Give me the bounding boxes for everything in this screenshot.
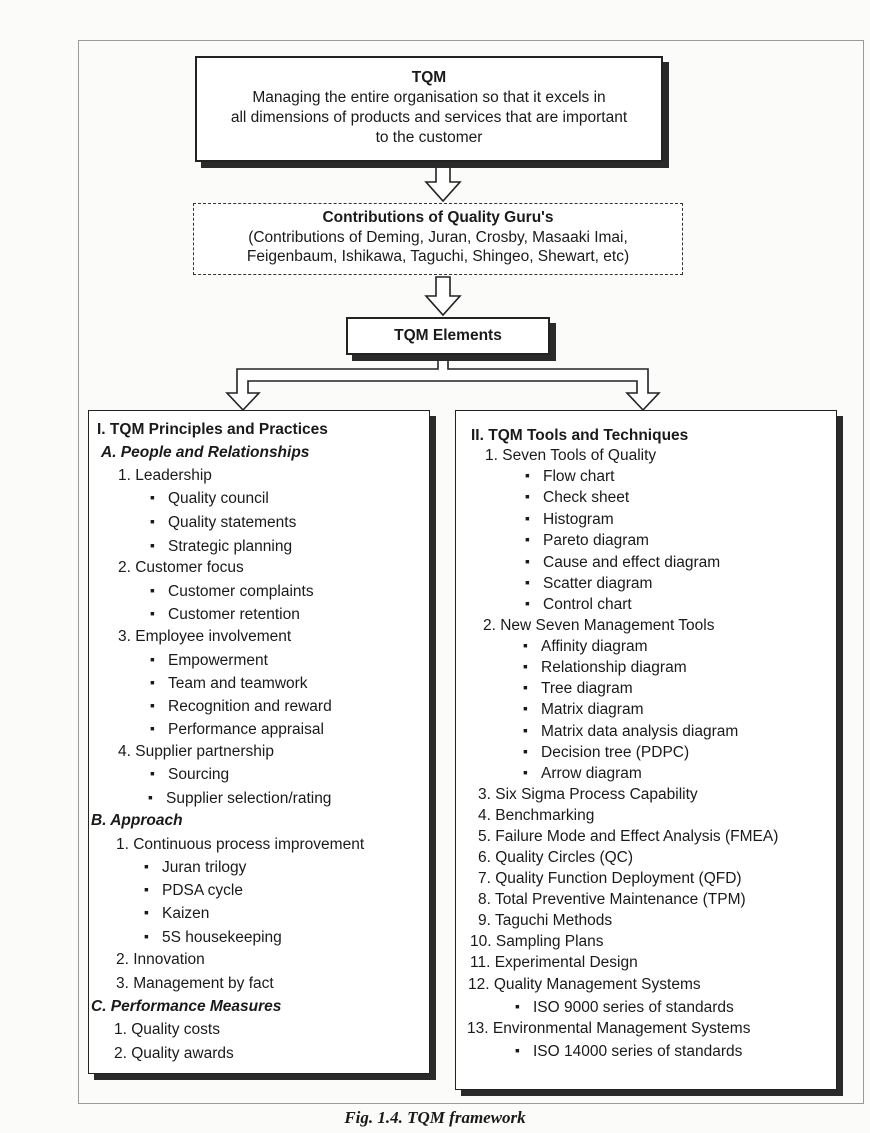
list-item: ▪ Quality council	[168, 490, 269, 508]
list-item: 2. Innovation	[116, 951, 205, 968]
tqm-elements-title: TQM Elements	[394, 327, 502, 344]
tqm-elements-box	[346, 317, 550, 355]
list-item: ▪ Customer complaints	[168, 583, 314, 601]
tqm-title: TQM	[411, 69, 447, 86]
list-item: ▪ Matrix diagram	[541, 701, 644, 719]
arrow-tqm-to-gurus	[426, 163, 460, 201]
tqm-definition-line: to the customer	[375, 129, 483, 146]
list-item: 8. Total Preventive Maintenance (TPM)	[478, 891, 746, 908]
section-heading: B. Approach	[91, 812, 183, 829]
list-item: ▪ Scatter diagram	[543, 575, 652, 593]
list-item: ▪ Cause and effect diagram	[543, 554, 720, 572]
gurus-line: (Contributions of Deming, Juran, Crosby, Masaaki Imai,	[248, 228, 628, 246]
list-item: ▪ Pareto diagram	[543, 532, 649, 550]
list-item: 3. Employee involvement	[118, 628, 292, 645]
list-item: ▪ Recognition and reward	[168, 698, 332, 716]
list-item: ▪ Relationship diagram	[541, 659, 687, 677]
arrow-elements-to-branches	[227, 356, 659, 410]
list-item: 4. Benchmarking	[478, 807, 595, 824]
tqm-definition-line: all dimensions of products and services that are important	[230, 109, 628, 126]
list-item: ▪ Kaizen	[162, 905, 209, 923]
list-item: 12. Quality Management Systems	[468, 976, 701, 993]
list-item: 13. Environmental Management Systems	[467, 1020, 751, 1037]
list-item: 10. Sampling Plans	[470, 933, 604, 950]
principles-title: I. TQM Principles and Practices	[97, 421, 328, 438]
list-item: 1. Seven Tools of Quality	[485, 447, 657, 464]
list-item: ▪ PDSA cycle	[162, 882, 243, 900]
list-item: 9. Taguchi Methods	[478, 912, 613, 929]
list-item: ▪ Quality statements	[168, 514, 296, 532]
list-item: ▪ Empowerment	[168, 652, 268, 670]
section-heading: A. People and Relationships	[101, 444, 310, 461]
list-item: 2. Quality awards	[114, 1045, 234, 1062]
list-item: ▪ Tree diagram	[541, 680, 633, 698]
list-item: 7. Quality Function Deployment (QFD)	[478, 870, 742, 887]
list-item: ▪ ISO 14000 series of standards	[533, 1043, 742, 1061]
list-item: ▪ Control chart	[543, 596, 632, 614]
gurus-title: Contributions of Quality Guru's	[322, 209, 554, 226]
list-item: ▪ 5S housekeeping	[162, 929, 282, 947]
list-item: 3. Six Sigma Process Capability	[478, 786, 698, 803]
list-item: 1. Quality costs	[114, 1021, 220, 1038]
list-item: ▪ Check sheet	[543, 489, 629, 507]
list-item: 11. Experimental Design	[470, 954, 638, 971]
arrow-gurus-to-elements	[426, 277, 460, 315]
list-item: 1. Continuous process improvement	[116, 836, 365, 853]
figure-caption: Fig. 1.4. TQM framework	[344, 1108, 526, 1127]
list-item: 5. Failure Mode and Effect Analysis (FMEA)	[478, 828, 779, 845]
quality-gurus-box	[193, 203, 683, 275]
list-item: ▪ Affinity diagram	[541, 638, 648, 656]
list-item: ▪ Flow chart	[543, 468, 615, 486]
list-item: ▪ ISO 9000 series of standards	[533, 999, 734, 1017]
tools-title: II. TQM Tools and Techniques	[471, 427, 689, 444]
list-item: ▪ Performance appraisal	[168, 721, 324, 739]
list-item: ▪ Juran trilogy	[162, 859, 246, 877]
list-item: 1. Leadership	[118, 467, 212, 484]
list-item: 6. Quality Circles (QC)	[478, 849, 634, 866]
list-item: 2. Customer focus	[118, 559, 244, 576]
list-item: ▪ Sourcing	[168, 766, 229, 784]
list-item: ▪ Supplier selection/rating	[166, 790, 331, 808]
list-item: ▪ Decision tree (PDPC)	[541, 744, 689, 762]
tqm-definition-box	[195, 56, 663, 162]
section-heading: C. Performance Measures	[91, 998, 282, 1015]
list-item: 4. Supplier partnership	[118, 743, 274, 760]
list-item: ▪ Matrix data analysis diagram	[541, 723, 738, 741]
list-item: ▪ Strategic planning	[168, 538, 292, 556]
list-item: ▪ Arrow diagram	[541, 765, 642, 783]
tqm-definition-line: Managing the entire organisation so that it excels in	[252, 89, 606, 106]
list-item: 2. New Seven Management Tools	[483, 617, 715, 634]
list-item: ▪ Team and teamwork	[168, 675, 308, 693]
list-item: ▪ Histogram	[543, 511, 614, 529]
list-item: ▪ Customer retention	[168, 606, 300, 624]
list-item: 3. Management by fact	[116, 975, 274, 992]
gurus-line: Feigenbaum, Ishikawa, Taguchi, Shingeo, Shewart, etc)	[246, 248, 630, 265]
